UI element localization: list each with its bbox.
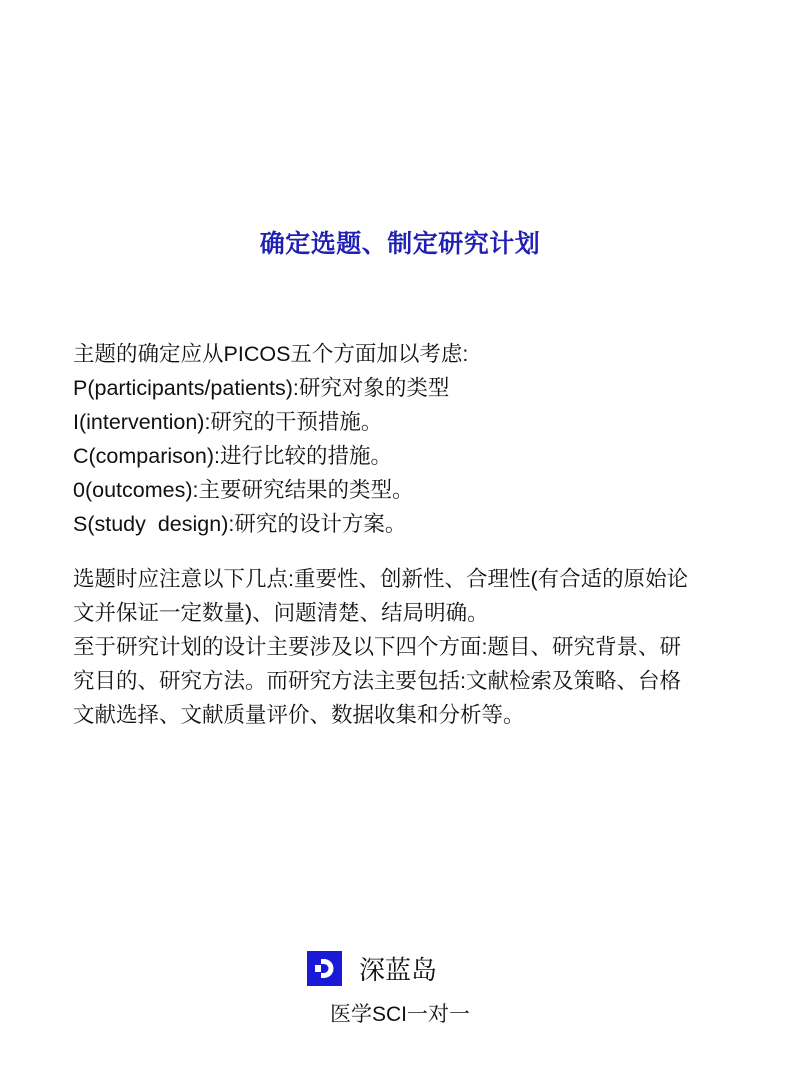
footer-brand [307,950,437,986]
picos-item-i: I(intervention):研究的干预措施。 [73,410,383,434]
picos-section [73,337,738,541]
notes-line: 文献选择、文献质量评价、数据收集和分析等。 [73,703,525,727]
picos-item-s: S(study design):研究的设计方案。 [73,512,407,536]
picos-item-c: C(comparison):进行比较的措施。 [73,444,392,468]
notes-line: 选题时应注意以下几点:重要性、创新性、合理性(有合适的原始论 [73,567,689,591]
notes-line: 文并保证一定数量)、问题清楚、结局明确。 [73,601,489,625]
d-logo-icon [307,951,342,986]
tagline: 医学SCI一对一 [329,1003,470,1026]
notes-line: 至于研究计划的设计主要涉及以下四个方面:题目、研究背景、研 [73,635,681,659]
notes-section [73,562,738,732]
picos-intro: 主题的确定应从PICOS五个方面加以考虑: [73,342,469,366]
notes-line: 究目的、研究方法。而研究方法主要包括:文献检索及策略、台格 [73,669,681,693]
brand-name: 深蓝岛 [359,954,438,985]
picos-item-p: P(participants/patients):研究对象的类型 [73,376,450,400]
page-title: 确定选题、制定研究计划 [259,230,541,258]
picos-item-o: 0(outcomes):主要研究结果的类型。 [73,478,414,502]
